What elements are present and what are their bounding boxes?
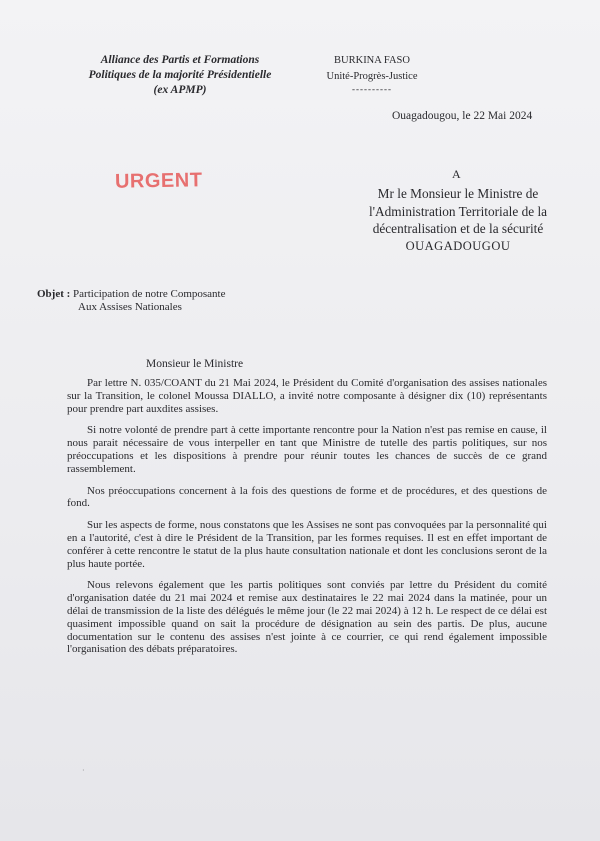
recipient-city: OUAGADOUGOU (405, 238, 511, 253)
subject-block (37, 288, 225, 314)
recipient-block (338, 185, 578, 255)
subject-line-2: Aux Assises Nationales (78, 301, 182, 313)
recipient-line-2: l'Administration Territoriale de la (368, 203, 548, 219)
recipient-prefix: A (452, 167, 461, 181)
country-block (322, 53, 422, 93)
page-mark: · (82, 766, 85, 775)
subject-line-1: Participation de notre Composante (73, 288, 226, 300)
body-paragraph: Nos préoccupations concernent à la fois des questions de forme et de procédures, et des questions de fond. (67, 484, 547, 510)
recipient-line-3: décentralisation et de la sécurité (372, 221, 544, 236)
body-paragraph: Si notre volonté de prendre part à cette importante rencontre pour la Nation n'est pas remise en cause, il nous parait nécessaire de vous interpeller en tant que Ministre de tutelle des partis politiques, sur nos préoccupations et les dispositions à prendre pour réunir toutes les chances de succès de ce grand rassemblement. (67, 424, 547, 475)
recipient-line-1: Mr le Monsieur le Ministre de (377, 186, 539, 201)
country-separator: ---------- (352, 84, 392, 94)
salutation: Monsieur le Ministre (146, 358, 244, 370)
sender-block (60, 53, 300, 98)
dateline: Ouagadougou, le 22 Mai 2024 (392, 110, 533, 122)
sender-line-1: Alliance des Partis et Formations (100, 54, 260, 66)
country-motto: Unité-Progrès-Justice (326, 71, 418, 82)
country-name: BURKINA FASO (334, 55, 410, 66)
letter-body (67, 377, 547, 665)
sender-line-3: (ex APMP) (153, 84, 207, 96)
body-paragraph: Nous relevons également que les partis politiques sont conviés par lettre du Président du comité d'organisation datée du 21 mai 2024 et remise aux destinataires le 22 mai 2024 dans la matinée, pour un délai de transmission de la liste des délégués le même jour (le 22 mai 2024) à 12 h. Le respect de ce délai est quasiment impossible quand on sait la procédure de désignation au sein des partis. De plus, aucune documentation sur le contenu des assises n'est jointe à ce courrier, ce qui rend également impossible l'organisation des débats préparatoires. (67, 579, 547, 656)
body-paragraph: Par lettre N. 035/COANT du 21 Mai 2024, le Président du Comité d'organisation des assises nationales sur la Transition, le colonel Moussa DIALLO, a invité notre composante à désigner dix (10) représentants pour prendre part auxdites assises. (67, 377, 547, 415)
urgent-stamp: URGENT (114, 169, 203, 193)
subject-label: Objet : (37, 288, 71, 300)
body-paragraph: Sur les aspects de forme, nous constatons que les Assises ne sont pas convoquées par la personnalité qui en a l'autorité, c'est à dire le Président de la Transition, par les formes requises. Il est en effet important de conférer à cette rencontre le statut de la plus haute consultation nationale et dont les conclusions seront de la plus haute portée. (67, 519, 547, 570)
sender-line-2: Politiques de la majorité Présidentielle (88, 69, 272, 81)
